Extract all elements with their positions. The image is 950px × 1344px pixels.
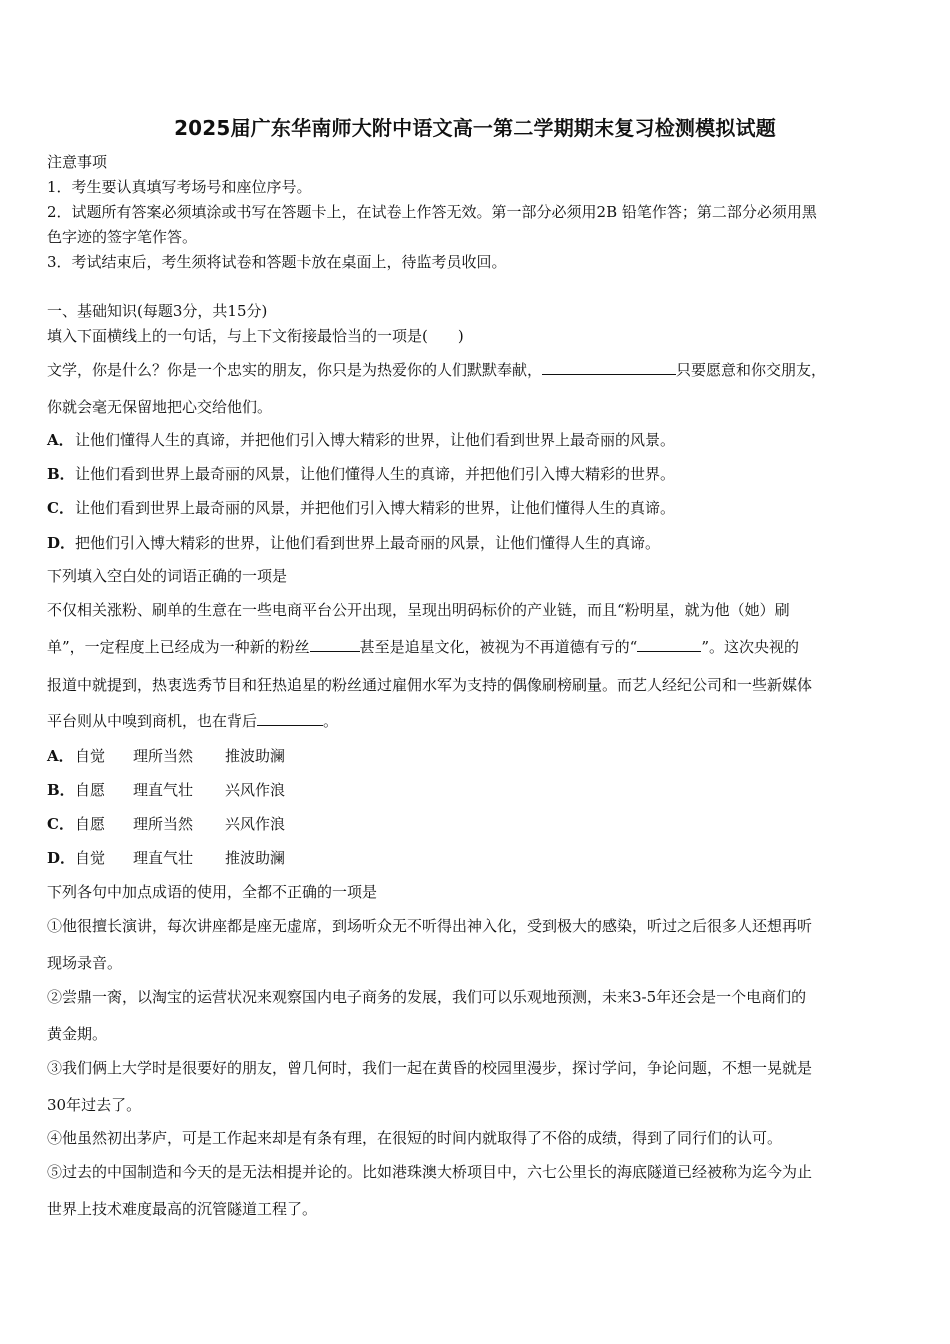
option-word: 自愿 [75,781,106,799]
option-word: 自觉 [75,747,106,765]
section-heading: 一、基础知识(每题3分，共15分) [47,302,268,320]
notice-item: 色字迹的签字笔作答。 [47,228,198,246]
passage-text: 。 [323,712,339,730]
notice-heading: 注意事项 [47,153,108,171]
question-stem: 下列各句中加点成语的使用，全都不正确的一项是 [47,883,378,901]
page-title: 2025届广东华南师大附中语文高一第二学期期末复习检测模拟试题 [174,116,776,140]
question-passage: 报道中就提到，热衷选秀节目和狂热追星的粉丝通过雇佣水军为支持的偶像刷榜刷量。而艺人经纪公司和一些新媒体 [47,676,813,694]
notice-item: 3．考试结束后，考生须将试卷和答题卡放在桌面上，待监考员收回。 [47,253,507,271]
passage-text: 只要愿意和你交朋友， [676,361,827,379]
question-passage [47,711,338,731]
option-item [47,430,675,450]
notice-item: 1．考生要认真填写考场号和座位序号。 [47,178,312,196]
option-text: 让他们懂得人生的真谛，并把他们引入博大精彩的世界，让他们看到世界上最奇丽的风景。 [75,431,676,449]
sentence-line: 30年过去了。 [47,1096,142,1114]
option-text: 让他们看到世界上最奇丽的风景，让他们懂得人生的真谛，并把他们引入博大精彩的世界。 [75,465,676,483]
sentence-line: ②尝鼎一脔，以淘宝的运营状况来观察国内电子商务的发展，我们可以乐观地预测，未来3-5年还会是一个电商们的 [47,988,807,1006]
option-word: 自觉 [75,849,106,867]
option-letter: C． [47,499,74,517]
sentence-line: ⑤过去的中国制造和今天的是无法相提并论的。比如港珠澳大桥项目中，六七公里长的海底隧道已经被称为迄今为止 [47,1163,813,1181]
question-passage: 不仅相关涨粉、刷单的生意在一些电商平台公开出现，呈现出明码标价的产业链，而且“粉明星，就为他（她）刷 [47,601,790,619]
option-text: 让他们看到世界上最奇丽的风景，并把他们引入博大精彩的世界，让他们懂得人生的真谛。 [75,499,676,517]
option-letter: C． [47,815,74,833]
question-passage [47,360,826,380]
question-passage: 你就会毫无保留地把心交给他们。 [47,398,273,416]
option-word: 理所当然 [133,747,194,765]
option-item [47,464,675,484]
sentence-line: ③我们俩上大学时是很要好的朋友，曾几何时，我们一起在黄昏的校园里漫步，探讨学问，争论问题，不想一晃就是 [47,1059,813,1077]
answer-blank [542,360,676,375]
notice-item: 2．试题所有答案必须填涂或书写在答题卡上，在试卷上作答无效。第一部分必须用2B 铅笔作答；第二部分必须用黑 [47,203,817,221]
sentence-line: 世界上技术难度最高的沉管隧道工程了。 [47,1200,318,1218]
passage-text: 甚至是追星文化，被视为不再道德有亏的“ [359,638,638,656]
option-word: 理直气壮 [133,781,194,799]
answer-blank [257,711,323,726]
option-letter: A． [47,747,74,765]
passage-text: 平台则从中嗅到商机，也在背后 [47,712,258,730]
option-word: 兴风作浪 [225,781,286,799]
question-stem: 填入下面横线上的一句话，与上下文衔接最恰当的一项是( ) [47,327,464,345]
option-word: 推波助澜 [225,747,286,765]
sentence-line: ④他虽然初出茅庐，可是工作起来却是有条有理，在很短的时间内就取得了不俗的成绩，得到了同行们的认可。 [47,1129,783,1147]
sentence-line: 黄金期。 [47,1025,108,1043]
sentence-line: ①他很擅长演讲，每次讲座都是座无虚席，到场听众无不听得出神入化，受到极大的感染，听过之后很多人还想再听 [47,917,813,935]
option-word: 兴风作浪 [225,815,286,833]
option-word: 理所当然 [133,815,194,833]
passage-text: 单”，一定程度上已经成为一种新的粉丝 [47,638,310,656]
option-letter: D． [47,849,76,867]
answer-blank [637,637,701,652]
passage-text: ”。这次央视的 [701,638,800,656]
option-letter: B． [47,781,75,799]
option-item [47,533,660,553]
option-letter: A． [47,431,74,449]
option-word: 推波助澜 [225,849,286,867]
option-letter: B． [47,465,75,483]
option-text: 把他们引入博大精彩的世界，让他们看到世界上最奇丽的风景，让他们懂得人生的真谛。 [75,534,661,552]
passage-text: 文学，你是什么？你是一个忠实的朋友，你只是为热爱你的人们默默奉献， [47,361,543,379]
question-passage [47,637,799,657]
option-letter: D． [47,534,76,552]
option-word: 自愿 [75,815,106,833]
option-item [47,780,285,800]
answer-blank [310,637,360,652]
sentence-line: 现场录音。 [47,954,123,972]
option-word: 理直气壮 [133,849,194,867]
question-stem: 下列填入空白处的词语正确的一项是 [47,567,288,585]
option-item [47,814,285,834]
option-item [47,498,675,518]
option-item [47,848,285,868]
option-item [47,746,285,766]
